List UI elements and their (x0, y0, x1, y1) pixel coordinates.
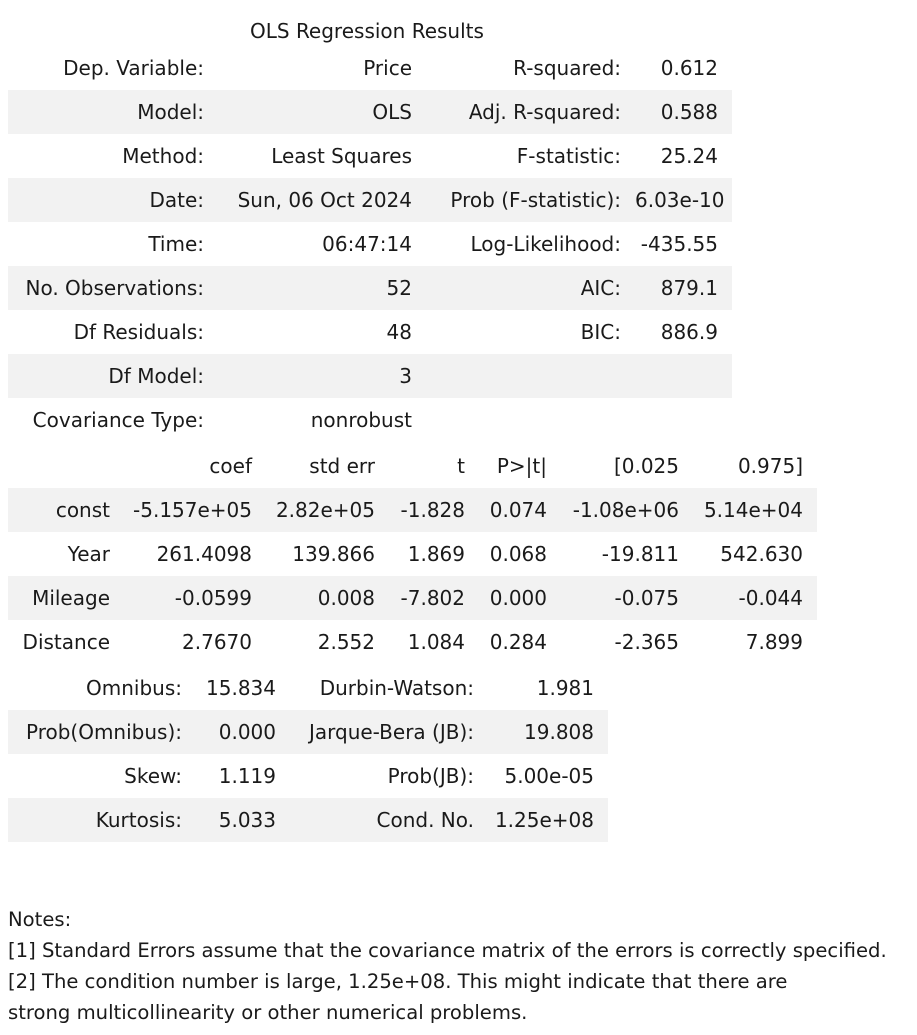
summary-row-cell (426, 354, 635, 398)
diagnostics-row-cell: 5.033 (196, 798, 290, 842)
coef-row-cell: 542.630 (720, 542, 803, 566)
summary-row-cell: Time: (148, 232, 204, 256)
coef-row-cell: 7.899 (745, 630, 803, 654)
note-2-continued: strong multicollinearity or other numerical problems. (8, 1001, 528, 1024)
coef-header-cell: coef (124, 444, 266, 488)
coef-row-cell: -0.044 (693, 576, 817, 620)
summary-row-cell: 25.24 (660, 144, 718, 168)
note-1: [1] Standard Errors assume that the covariance matrix of the errors is correctly specified. (8, 939, 887, 962)
summary-row (8, 46, 732, 90)
summary-row-cell: 886.9 (660, 320, 718, 344)
summary-row-cell: Adj. R-squared: (426, 90, 635, 134)
summary-row (8, 134, 732, 178)
summary-row-cell: Method: (122, 144, 204, 168)
coef-header-row (8, 444, 817, 488)
diagnostics-row-cell: Jarque-Bera (JB): (290, 710, 488, 754)
coef-row-cell: 0.074 (479, 488, 561, 532)
coef-row-cell: Mileage (8, 576, 124, 620)
summary-row-cell: 6.03e-10 (635, 178, 732, 222)
coef-header-cell (8, 444, 124, 488)
coef-row (8, 576, 817, 620)
summary-row (8, 354, 732, 398)
diagnostics-row-cell: 1.981 (536, 676, 594, 700)
diagnostics-row-cell: Kurtosis: (8, 798, 196, 842)
summary-row-cell: Price (363, 56, 412, 80)
coefficients-table (8, 444, 817, 664)
diagnostics-row-cell: 1.119 (218, 764, 276, 788)
summary-row (8, 222, 732, 266)
diagnostics-row (8, 666, 608, 710)
coef-header-cell: 0.975] (693, 444, 817, 488)
summary-row-cell: Sun, 06 Oct 2024 (218, 178, 426, 222)
diagnostics-table (8, 666, 608, 842)
summary-row (8, 90, 732, 134)
model-summary-table (8, 46, 732, 442)
summary-row-cell (426, 398, 635, 442)
coef-row-cell: -0.0599 (124, 576, 266, 620)
summary-row-cell: Prob (F-statistic): (426, 178, 635, 222)
summary-row-cell: Covariance Type: (32, 408, 204, 432)
coef-row-cell: 0.284 (489, 630, 547, 654)
summary-row-cell: 3 (218, 354, 426, 398)
diagnostics-row-cell: Prob(JB): (387, 764, 474, 788)
coef-row-cell: Year (67, 542, 110, 566)
coef-row-cell: -1.08e+06 (561, 488, 693, 532)
summary-row-cell: Model: (8, 90, 218, 134)
coef-row-cell: 2.7670 (182, 630, 252, 654)
results-caption: OLS Regression Results (250, 19, 484, 43)
coef-row (8, 620, 817, 664)
coef-row-cell: 0.068 (489, 542, 547, 566)
coef-row-cell: 1.869 (407, 542, 465, 566)
summary-row (8, 266, 732, 310)
coef-row-cell: -19.811 (601, 542, 679, 566)
diagnostics-row (8, 710, 608, 754)
summary-row-cell: Df Model: (8, 354, 218, 398)
summary-row-cell: No. Observations: (8, 266, 218, 310)
coef-row-cell: 1.084 (407, 630, 465, 654)
coef-row-cell: 261.4098 (156, 542, 252, 566)
summary-row (8, 178, 732, 222)
summary-row-cell: OLS (218, 90, 426, 134)
summary-row-cell (635, 398, 732, 442)
summary-row (8, 398, 732, 442)
coef-row (8, 488, 817, 532)
summary-row-cell: Least Squares (271, 144, 412, 168)
summary-row-cell: nonrobust (310, 408, 412, 432)
coef-row-cell: 139.866 (292, 542, 375, 566)
summary-row-cell: 06:47:14 (322, 232, 412, 256)
coef-row-cell: -0.075 (561, 576, 693, 620)
summary-row-cell: Df Residuals: (73, 320, 204, 344)
summary-row-cell: AIC: (426, 266, 635, 310)
coef-row-cell: 0.000 (479, 576, 561, 620)
summary-row-cell: 48 (386, 320, 412, 344)
summary-row-cell: 879.1 (635, 266, 732, 310)
summary-row-cell: F-statistic: (516, 144, 621, 168)
coef-row-cell: -2.365 (614, 630, 679, 654)
coef-header-cell: t (389, 444, 479, 488)
coef-row-cell: 5.14e+04 (693, 488, 817, 532)
summary-row-cell: Date: (8, 178, 218, 222)
coef-row-cell: Distance (22, 630, 110, 654)
diagnostics-row-cell: Cond. No. (290, 798, 488, 842)
diagnostics-row-cell: 1.25e+08 (488, 798, 608, 842)
coef-row-cell: 0.008 (266, 576, 389, 620)
summary-row-cell: 52 (218, 266, 426, 310)
coef-row-cell: -5.157e+05 (124, 488, 266, 532)
note-2: [2] The condition number is large, 1.25e+08. This might indicate that there are (8, 970, 788, 993)
summary-row-cell: Dep. Variable: (63, 56, 204, 80)
summary-row-cell: Log-Likelihood: (470, 232, 621, 256)
summary-row-cell: BIC: (580, 320, 621, 344)
diagnostics-row-cell: 19.808 (488, 710, 608, 754)
coef-row-cell: const (8, 488, 124, 532)
coef-row-cell: 2.82e+05 (266, 488, 389, 532)
coef-header-cell: [0.025 (561, 444, 693, 488)
coef-row (8, 532, 817, 576)
summary-row-cell: -435.55 (640, 232, 718, 256)
summary-row-cell (635, 354, 732, 398)
summary-row (8, 310, 732, 354)
summary-row-cell: 0.588 (635, 90, 732, 134)
coef-row-cell: -7.802 (389, 576, 479, 620)
diagnostics-row (8, 798, 608, 842)
diagnostics-row-cell: Omnibus: (86, 676, 182, 700)
coef-row-cell: 2.552 (317, 630, 375, 654)
summary-row-cell: 0.612 (660, 56, 718, 80)
diagnostics-row-cell: 5.00e-05 (504, 764, 594, 788)
coef-header-cell: std err (266, 444, 389, 488)
diagnostics-row-cell: Durbin-Watson: (319, 676, 474, 700)
diagnostics-row-cell: Skew: (124, 764, 182, 788)
diagnostics-row-cell: Prob(Omnibus): (8, 710, 196, 754)
diagnostics-row (8, 754, 608, 798)
coef-header-cell: P>|t| (479, 444, 561, 488)
notes-heading: Notes: (8, 908, 72, 931)
coef-row-cell: -1.828 (389, 488, 479, 532)
summary-row-cell: R-squared: (513, 56, 621, 80)
notes-section (8, 904, 887, 1028)
diagnostics-row-cell: 0.000 (196, 710, 290, 754)
diagnostics-row-cell: 15.834 (206, 676, 276, 700)
